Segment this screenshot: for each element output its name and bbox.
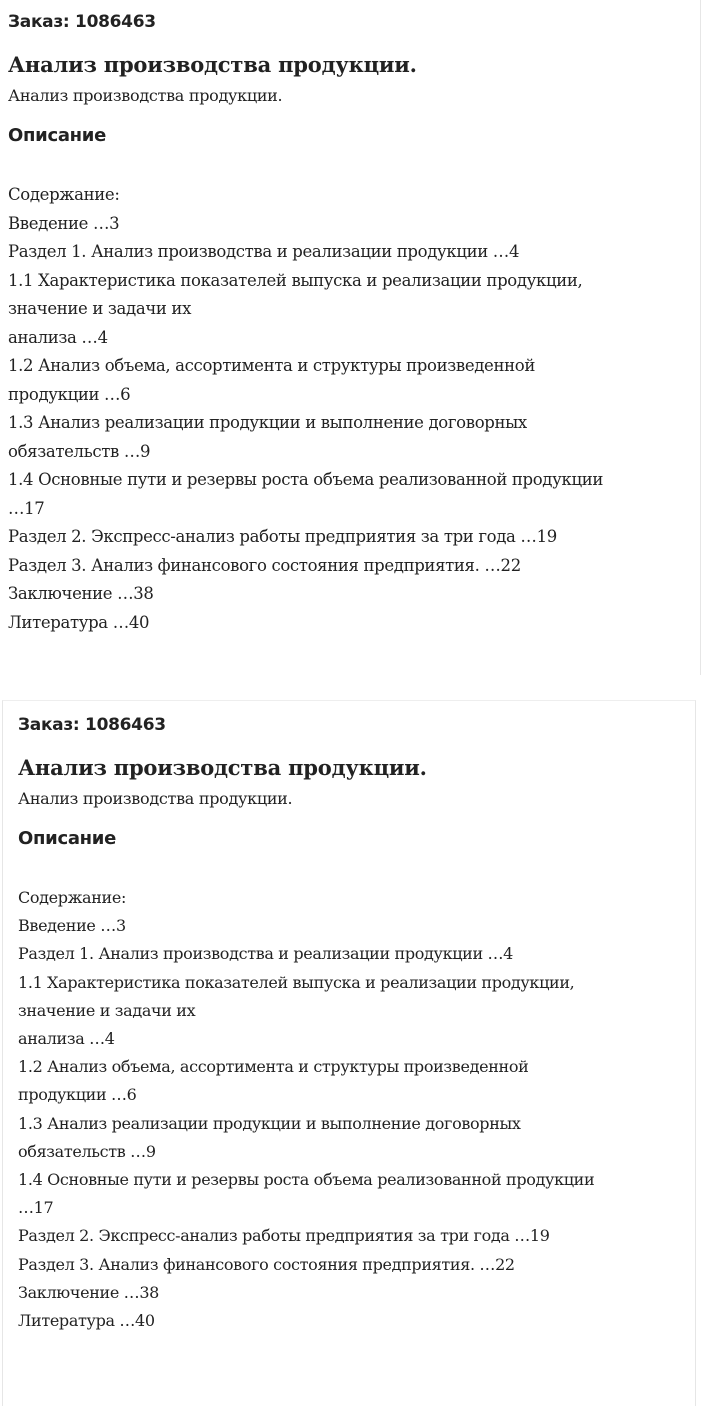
toc-line: Введение …3	[18, 916, 126, 936]
toc-line: 1.1 Характеристика показателей выпуска и реализации продукции,	[18, 972, 575, 992]
toc-line: обязательств …9	[8, 441, 151, 461]
toc-line: Раздел 2. Экспресс-анализ работы предприятия за три года …19	[8, 527, 557, 546]
toc-line: продукции …6	[18, 1085, 137, 1105]
order-card-2	[2, 700, 696, 1406]
table-of-contents	[8, 181, 692, 637]
toc-line: 1.1 Характеристика показателей выпуска и реализации продукции,	[8, 270, 583, 290]
toc-line: значение и задачи их	[18, 1000, 196, 1020]
toc-line: Литература …40	[18, 1311, 155, 1331]
toc-line: Литература …40	[8, 612, 150, 632]
toc-line: Заключение …38	[18, 1282, 159, 1302]
product-title: Анализ производства продукции.	[8, 52, 417, 77]
order-number: Заказ: 1086463	[8, 12, 156, 32]
toc-line: Раздел 2. Экспресс-анализ работы предприятия за три года …19	[18, 1226, 550, 1246]
description-heading: Описание	[18, 828, 117, 849]
order-card-1	[0, 0, 701, 675]
toc-line: значение и задачи их	[8, 299, 192, 318]
toc-line: анализа …4	[18, 1029, 115, 1049]
toc-line: Раздел 3. Анализ финансового состояния предприятия. …22	[18, 1254, 515, 1274]
toc-line: обязательств …9	[18, 1141, 156, 1161]
product-subtitle: Анализ производства продукции.	[18, 789, 293, 808]
toc-line: …17	[8, 498, 45, 518]
toc-line: Раздел 1. Анализ производства и реализации продукции …4	[18, 944, 514, 964]
table-of-contents	[18, 884, 687, 1335]
product-title: Анализ производства продукции.	[18, 755, 427, 780]
product-subtitle: Анализ производства продукции.	[8, 86, 283, 105]
toc-line: Раздел 3. Анализ финансового состояния предприятия. …22	[8, 555, 521, 575]
order-number: Заказ: 1086463	[18, 715, 166, 735]
toc-line: Заключение …38	[8, 584, 154, 603]
toc-line: 1.4 Основные пути и резервы роста объема реализованной продукции	[18, 1170, 595, 1190]
toc-line: 1.4 Основные пути и резервы роста объема реализованной продукции	[8, 470, 603, 489]
toc-line: продукции …6	[8, 384, 131, 404]
description-heading: Описание	[8, 125, 107, 146]
toc-line: 1.2 Анализ объема, ассортимента и структуры произведенной	[18, 1057, 529, 1077]
toc-line: Содержание:	[8, 185, 120, 204]
toc-line: 1.2 Анализ объема, ассортимента и структуры произведенной	[8, 356, 535, 375]
toc-line: 1.3 Анализ реализации продукции и выполнение договорных	[18, 1113, 521, 1133]
toc-line: 1.3 Анализ реализации продукции и выполнение договорных	[8, 413, 527, 432]
toc-line: …17	[18, 1198, 54, 1218]
toc-line: Содержание:	[18, 888, 127, 907]
toc-line: Введение …3	[8, 213, 120, 233]
toc-line: Раздел 1. Анализ производства и реализации продукции …4	[8, 242, 520, 261]
toc-line: анализа …4	[8, 327, 108, 347]
